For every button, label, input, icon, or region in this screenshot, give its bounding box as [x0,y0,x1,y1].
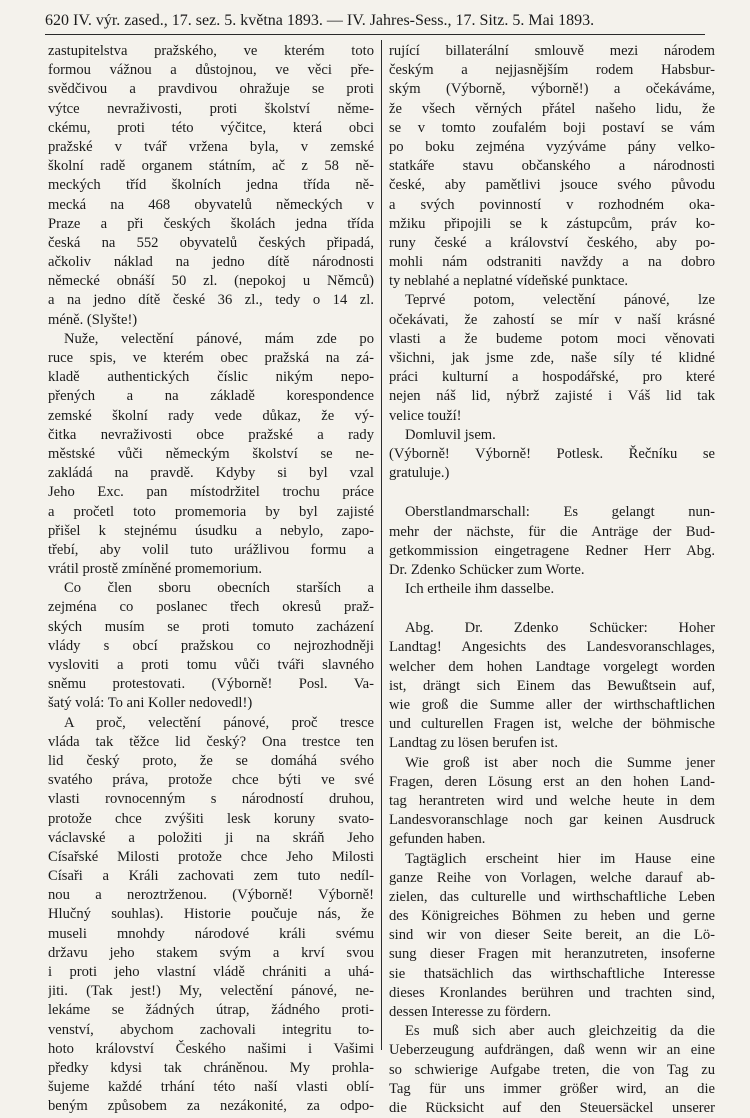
text-line: hoto království Českého našimi i Vašimi [48,1040,374,1057]
text-line: vlády s obcí pražskou co nejrozhodněji [48,637,374,654]
text-line: Teprvé potom, velectění pánové, lze [405,292,715,309]
text-line: přených a na základě korespondence [48,388,374,405]
text-line: državu jeho stakem svým a krví svou [48,944,374,961]
text-line: ským (Výborně, výborně!) a očekáváme, [389,81,715,98]
text-line: und culturellen Fragen ist, welche der böhmische [389,716,715,733]
text-line: gefunden haben. [389,831,486,848]
paragraph-gap [389,609,715,619]
text-line: Tag für uns immer größer wird, an die [389,1080,715,1097]
text-line: sie thatsächlich das wirthschaftliche Interesse [389,965,715,982]
text-line: Es muß sich aber auch gleichzeitig da die [405,1023,715,1040]
text-line: svědčivou a pravdivou ohražuje se proti [48,81,374,98]
text-line: všichni, jak jsme zde, naše síly té klidné [389,350,715,366]
text-line: Wie groß ist aber noch die Summe jener [405,754,715,771]
text-line: vrátil prostě zmíněné promemorium. [48,561,262,578]
text-line: sind wir von dieser Seite bereit, an die Lö- [389,927,715,944]
text-line: a na jedno dítě české 36 zl., tedy o 14 zl. [48,292,374,309]
text-line: Tagtäglich erscheint hier im Hause eine [405,850,715,867]
text-line: sung dieser Fragen mit heranzutreten, insoferne [389,946,715,963]
text-line: třebí, aby volil tuto urážlivou formu a [48,541,374,558]
right-column [389,42,715,1118]
text-line: die Rücksicht auf den Steuersäckel unserer [389,1099,715,1116]
text-line: výtce nevraživosti, proti školství něme- [48,100,374,117]
left-column [48,42,374,1117]
text-line: Jeho Exc. pan místodržitel trochu práce [48,484,374,501]
text-line: se v tomto zoufalém boji postaví se vám [389,119,715,136]
text-line: zastupitelstva pražského, ve kterém toto [48,43,374,59]
text-line: Landesvoranschlage noch gar keinen Ausdruck [389,812,715,829]
text-line: Fragen, deren Lösung erst an den hohen Land- [389,773,715,790]
text-line: ruce spis, ve kterém obec pražská na zá- [48,350,374,366]
text-line: nou a neroztrženou. (Výborně! Výborně! [48,887,374,904]
text-line: a svých povinností v rozhodném oka- [389,196,715,213]
text-line: lekáme se žádných útrap, žádného proti- [48,1002,374,1019]
text-line: welcher dem hohen Landtage vorgelegt worden [389,658,715,675]
text-line: zejména co poslanec třech okresů praž- [48,599,374,616]
text-line: předky kdysi tak chráněnou. My prohla- [48,1059,374,1076]
text-line: rující billaterální smlouvě mezi národem [389,43,715,59]
text-line: Císaři a Králi zachovati zem tuto nedíl- [48,868,374,885]
text-line: sněmu protestovati. (Výborně! Posl. Va- [48,676,374,693]
text-line: mehr der nächste, für die Anträge der Bud- [389,523,715,540]
text-line: des Königreiches Böhmen zu heben und gerne [389,908,715,925]
text-line: ist, drängt sich Einem das Bewußtsein auf, [389,677,715,694]
page-header: 620 IV. výr. zased., 17. sez. 5. května 1893. — IV. Jahres-Sess., 17. Sitz. 5. Mai 1893. [45,12,595,29]
text-line: ačkoliv náklad na jedno dítě národnosti [48,254,374,271]
text-line: vlasti rovnocenným s národností druhou, [48,791,374,808]
text-line: tag herantreten wird und welche heute in dem [389,792,715,809]
text-line: ckému, proti této výčitce, která obci [48,119,374,136]
text-line: zemské školní rady vede důkaz, že vý- [48,407,374,424]
paragraph-gap [389,483,715,493]
text-line: ganze Reihe von Vorlagen, welche darauf ab- [389,869,715,886]
text-line: protože chce zvýšiti lesk koruny svato- [48,810,374,827]
paragraph-gap [389,599,715,609]
text-line: Císařské Milosti protože chce Jeho Milosti [48,848,374,865]
paragraph-gap [389,493,715,503]
text-line: kladě authentických číslic nikým nepo- [48,369,374,386]
text-line: Ich ertheile ihm dasselbe. [405,581,555,598]
text-line: čitka nevraživosti obce pražské a rady [48,426,374,443]
text-line: ty neblahé a neplatné vídeňské punktace. [389,273,629,290]
text-line: českým a nejjasnějším rodem Habsbur- [389,62,715,79]
text-line: přišel k stejnému úsudku a nebylo, zapo- [48,522,374,539]
text-line: mecká na 468 obyvatelů německých v [48,196,374,213]
text-line: Dr. Zdenko Schücker zum Worte. [389,561,585,578]
text-line: meckých tříd školních jedna třída ně- [48,177,374,194]
text-line: runy české a království českého, aby po- [389,234,715,251]
text-line: Landtag zu lösen berufen ist. [389,735,558,752]
text-line: i proti jeho vlastní vládě chrániti a uhá- [48,964,374,980]
text-line: statkáře stavu občanského a národnosti [389,158,715,175]
text-line: formou vážnou a důstojnou, ve věci pře- [48,62,374,79]
text-line: česká na 552 obyvatelů českých připadá, [48,234,374,251]
text-line: po boku zejména vyzýváme pány velko- [389,138,715,155]
text-line: české, aby pamětlivi jsouce svého původu [389,177,715,194]
text-line: šatý volá: To ani Koller nedovedl!) [48,695,253,712]
text-line: pražské v tvář vržena byla, v zemské [48,138,374,155]
text-line: práci kulturní a hospodářské, pro které [389,369,715,386]
text-line: venství, abychom zachovali integritu to- [48,1021,374,1038]
text-line: šujeme každé trhání této naší vlasti oblí- [48,1079,374,1096]
text-line: václavské a položiti ji na skráň Jeho [48,829,374,846]
text-line: zakládá na pravdě. Kdyby si byl vzal [48,465,374,482]
text-line: Co člen sboru obecních starších a [64,580,374,597]
text-line: mžiku připojili se k zástupcům, práv ko- [389,215,715,232]
text-line: (Výborně! Výborně! Potlesk. Řečníku se [389,445,715,462]
text-line: museli mnohdy národové králi svému [48,925,374,942]
text-line: méně. (Slyšte!) [48,311,138,328]
text-line: lid český proto, že se domáhá svého [48,752,374,769]
text-line: Abg. Dr. Zdenko Schücker: Hoher [405,620,715,637]
text-line: velice touží! [389,407,462,424]
column-divider [381,40,382,1050]
text-line: ských musím se proti tomuto zacházení [48,618,374,635]
text-line: Landtag! Angesichts des Landesvoranschlages, [389,639,715,656]
text-line: mohli nám odstraniti navždy a na dobro [389,254,715,271]
text-line: jiti. (Tak jest!) My, velectění pánové, ne- [48,983,374,1000]
text-line: so schwierige Aufgabe treten, die von Tag zu [389,1061,715,1078]
text-line: wie groß die Summe aller der wirthschaftlichen [389,697,715,713]
text-line: Domluvil jsem. [405,426,496,443]
text-line: Oberstlandmarschall: Es gelangt nun- [405,504,715,521]
text-line: dieses Kronlandes berühren und trachten sind, [389,984,715,1001]
header-rule [45,34,705,35]
text-line: A proč, velectění pánové, proč tresce [64,714,374,731]
text-line: Praze a při českých školách jedna třída [48,215,374,232]
text-line: Hlučný souhlas). Historie poučuje nás, že [48,906,374,923]
text-line: gratuluje.) [389,465,450,482]
text-line: vysloviti a proti tomu vůči tváři slavného [48,657,374,673]
text-line: školní radě organem státním, ač z 58 ně- [48,158,374,175]
text-line: a pročetl toto promemoria by byl zajisté [48,503,374,520]
text-line: německé obnáší 50 zl. (nepokoj u Němců) [48,273,374,290]
text-line: svatého práva, protože chce býti ve své [48,772,374,789]
text-line: getkommission eingetragene Redner Herr Abg. [389,542,715,559]
text-line: že všech věrných přátel našeho lidu, že [389,100,715,117]
text-line: vlasti a že budeme potom moci věnovati [389,330,715,347]
text-line: zielen, das culturelle und wirthschaftliche Leben [389,888,715,905]
text-line: Nuže, velectění pánové, mám zde po [64,330,374,347]
text-line: očekávati, že zahostí se mír v naší krásné [389,311,715,328]
text-line: beným způsobem za nezákonité, za odpo- [48,1098,374,1115]
text-line: městské vůči německým školství se ne- [48,445,374,462]
text-line: dessen Interesse zu fördern. [389,1004,552,1020]
text-line: Ueberzeugung aufdrängen, daß wenn wir an eine [389,1042,715,1059]
text-line: nejen náš lid, nýbrž zajisté i Váš lid tak [389,388,715,405]
text-line: vláda tak těžce lid český? Ona trestce ten [48,733,374,750]
